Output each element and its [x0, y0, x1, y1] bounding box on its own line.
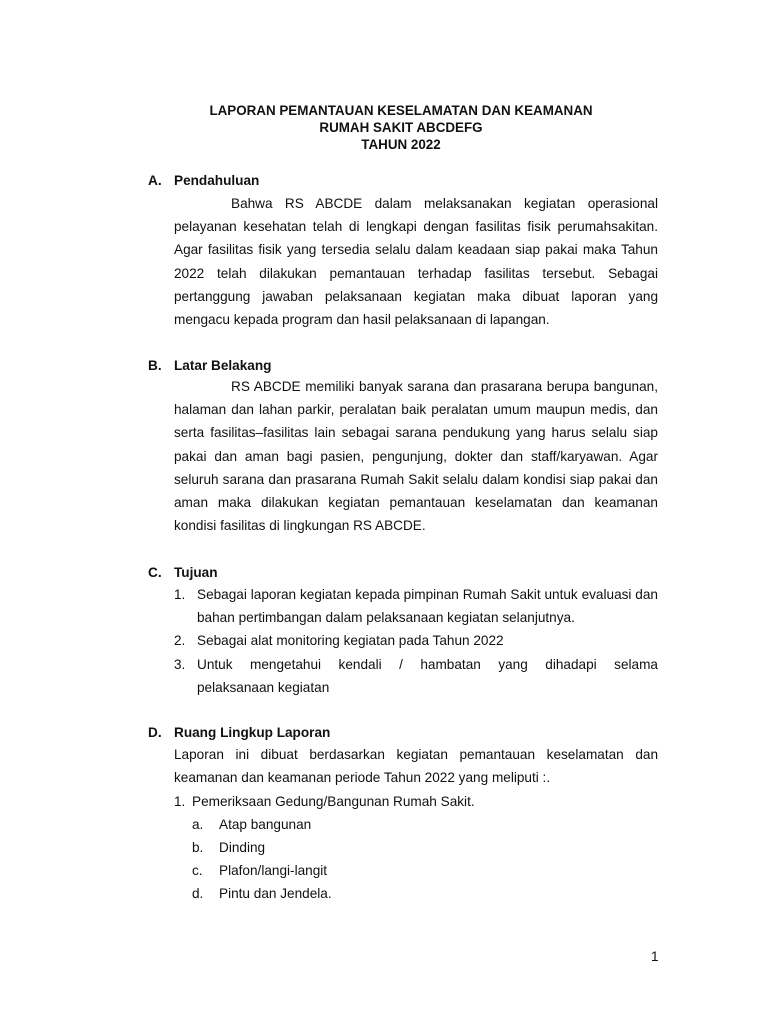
- list-item-text-line-2: pelaksanaan kegiatan: [197, 679, 330, 695]
- section-d-heading: [148, 724, 330, 741]
- section-d-text: Laporan ini dibuat berdasarkan kegiatan pemantauan keselamatan dan keamanan dan keamanan periode Tahun 2022 yang meliputi :.: [174, 747, 658, 786]
- sub-list-item-letter: b.: [192, 840, 204, 855]
- section-a-letter: A.: [148, 173, 162, 188]
- list-item: [174, 583, 658, 629]
- section-b-title: Latar Belakang: [174, 358, 272, 373]
- section-a-title: Pendahuluan: [174, 173, 260, 188]
- list-item: [174, 790, 658, 813]
- section-c-heading: [148, 564, 218, 581]
- section-d-paragraph: [174, 743, 658, 789]
- document-title: [0, 102, 768, 153]
- sub-list-item: [174, 836, 658, 859]
- section-d-letter: D.: [148, 725, 162, 740]
- title-line-3: TAHUN 2022: [361, 137, 441, 152]
- section-b-letter: B.: [148, 358, 162, 373]
- sub-list-item: [174, 813, 658, 836]
- section-b-text: RS ABCDE memiliki banyak sarana dan prasarana berupa bangunan, halaman dan lahan parkir, peralatan baik peralatan umum maupun medis, dan serta fasilitas–fasilitas lain sebagai sarana pendukung yang harus selalu siap pakai dan aman bagi pasien, pengunjung, dokter dan staff/karyawan. Agar seluruh sarana dan prasarana Rumah Sakit selalu dalam kondisi siap pakai dan aman maka dilakukan kegiatan pemantauan keselamatan dan keamanan kondisi fasilitas di lingkungan RS ABCDE.: [174, 379, 658, 534]
- page-number: 1: [651, 949, 659, 964]
- section-d-title: Ruang Lingkup Laporan: [174, 725, 331, 740]
- scope-list: [174, 790, 658, 905]
- sub-list-item-text: Pintu dan Jendela.: [219, 886, 332, 901]
- list-item: [174, 629, 658, 652]
- section-a-text: Bahwa RS ABCDE dalam melaksanakan kegiatan operasional pelayanan kesehatan telah di lengkapi dengan fasilitas fisik perumahsakitan. Agar fasilitas fisik yang tersedia selalu dalam keadaan siap pakai maka Tahun 2022 telah dilakukan pemantauan terhadap fasilitas tersebut. Sebagai pertanggung jawaban pelaksanaan kegiatan maka dibuat laporan yang mengacu kepada program dan hasil pelaksanaan di lapangan.: [174, 196, 658, 328]
- list-item-text: Pemeriksaan Gedung/Bangunan Rumah Sakit.: [192, 794, 475, 809]
- list-item-number: 3.: [174, 656, 186, 672]
- sub-list-item-text: Plafon/langi-langit: [219, 863, 328, 878]
- list-item: [174, 653, 658, 699]
- objectives-list: [174, 583, 658, 699]
- section-b-heading: [148, 357, 271, 374]
- section-a-paragraph: [174, 192, 658, 331]
- sub-list-item-text: Atap bangunan: [219, 817, 312, 832]
- sub-list-item-letter: a.: [192, 817, 204, 832]
- section-c-letter: C.: [148, 565, 162, 580]
- sub-list-item-letter: d.: [192, 886, 204, 901]
- list-item-text: Sebagai alat monitoring kegiatan pada Tahun 2022: [197, 633, 504, 649]
- section-c-title: Tujuan: [174, 565, 218, 580]
- list-item-number: 1.: [174, 587, 186, 602]
- list-item-text: Sebagai laporan kegiatan kepada pimpinan Rumah Sakit untuk evaluasi dan bahan pertimbangan dalam pelaksanaan kegiatan selanjutnya.: [197, 587, 658, 626]
- sub-list-item: [174, 859, 658, 882]
- sub-list-item-letter: c.: [192, 863, 203, 878]
- sub-list-item-text: Dinding: [219, 840, 266, 855]
- section-b-paragraph: [174, 375, 658, 537]
- sub-list-item: [174, 882, 658, 905]
- section-a-heading: [148, 172, 259, 189]
- title-line-1: LAPORAN PEMANTAUAN KESELAMATAN DAN KEAMANAN: [209, 103, 593, 118]
- list-item-text-line-1: Untuk mengetahui kendali / hambatan yang dihadapi selama: [197, 656, 658, 672]
- title-line-2: RUMAH SAKIT ABCDEFG: [319, 120, 483, 135]
- list-item-number: 1.: [174, 794, 186, 809]
- list-item-number: 2.: [174, 633, 186, 649]
